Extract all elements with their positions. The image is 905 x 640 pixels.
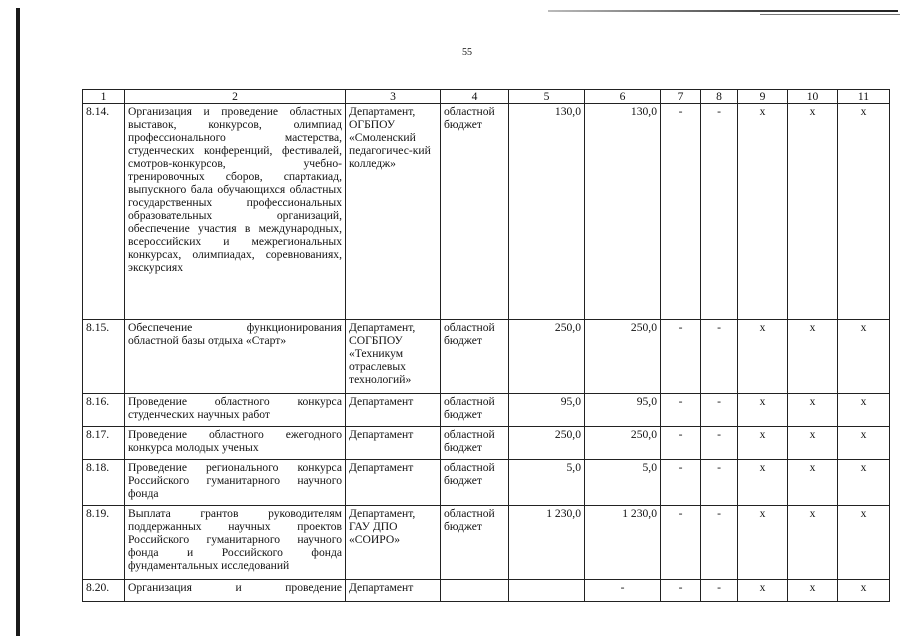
row-value-col10: х bbox=[788, 320, 838, 394]
row-value-col7: - bbox=[661, 427, 701, 460]
table-row bbox=[83, 460, 890, 506]
budget-table bbox=[82, 89, 890, 602]
row-number: 8.14. bbox=[83, 104, 125, 320]
row-value-col8: - bbox=[701, 394, 738, 427]
row-description: Выплата грантов руководителям поддержанных научных проектов Российского гуманитарного научного фонда и Российского фонда фундаментальных исследований bbox=[125, 506, 346, 580]
row-value-col6: - bbox=[585, 580, 661, 602]
row-value-col5: 250,0 bbox=[509, 427, 585, 460]
row-description: Проведение областного ежегодного конкурса молодых ученых bbox=[125, 427, 346, 460]
row-executor: Департамент bbox=[346, 394, 441, 427]
row-value-col8: - bbox=[701, 427, 738, 460]
row-executor: Департамент bbox=[346, 460, 441, 506]
row-value-col6: 130,0 bbox=[585, 104, 661, 320]
row-value-col6: 1 230,0 bbox=[585, 506, 661, 580]
row-value-col10: х bbox=[788, 460, 838, 506]
column-header: 8 bbox=[701, 90, 738, 104]
row-funding-source: областной бюджет bbox=[441, 104, 509, 320]
row-funding-source bbox=[441, 580, 509, 602]
table-row bbox=[83, 320, 890, 394]
row-number: 8.15. bbox=[83, 320, 125, 394]
row-value-col7: - bbox=[661, 104, 701, 320]
column-header: 7 bbox=[661, 90, 701, 104]
row-value-col11: х bbox=[838, 427, 890, 460]
row-value-col9: х bbox=[738, 580, 788, 602]
row-funding-source: областной бюджет bbox=[441, 394, 509, 427]
table-row bbox=[83, 580, 890, 602]
row-value-col8: - bbox=[701, 506, 738, 580]
row-value-col7: - bbox=[661, 580, 701, 602]
row-description: Проведение регионального конкурса Российского гуманитарного научного фонда bbox=[125, 460, 346, 506]
row-value-col9: х bbox=[738, 394, 788, 427]
row-description: Обеспечение функционирования областной базы отдыха «Старт» bbox=[125, 320, 346, 394]
row-value-col9: х bbox=[738, 506, 788, 580]
row-description: Организация и проведение областных выставок, конкурсов, олимпиад профессионального мастерства, студенческих конференций, фестивалей, смотров-конкурсов, учебно-тренировочных сборов, спартакиад, выпускного бала обучающихся областных государственных профессиональных образовательных организаций, обеспечение участия в международных, всероссийских и межрегиональных конкурсах, олимпиадах, соревнованиях, экскурсиях bbox=[125, 104, 346, 320]
scan-top-line bbox=[548, 10, 898, 12]
row-value-col5: 5,0 bbox=[509, 460, 585, 506]
column-header: 9 bbox=[738, 90, 788, 104]
row-number: 8.17. bbox=[83, 427, 125, 460]
column-header: 3 bbox=[346, 90, 441, 104]
scan-left-edge bbox=[16, 8, 20, 636]
column-header: 10 bbox=[788, 90, 838, 104]
row-value-col5: 130,0 bbox=[509, 104, 585, 320]
row-value-col11: х bbox=[838, 394, 890, 427]
scan-top-line-secondary bbox=[760, 14, 900, 15]
row-value-col10: х bbox=[788, 506, 838, 580]
row-value-col5 bbox=[509, 580, 585, 602]
row-value-col10: х bbox=[788, 104, 838, 320]
row-executor: Департамент, ОГБПОУ «Смоленский педагогичес-кий колледж» bbox=[346, 104, 441, 320]
row-number: 8.20. bbox=[83, 580, 125, 602]
row-value-col5: 1 230,0 bbox=[509, 506, 585, 580]
row-value-col9: х bbox=[738, 460, 788, 506]
table-header-row bbox=[83, 90, 890, 104]
row-value-col11: х bbox=[838, 320, 890, 394]
row-number: 8.18. bbox=[83, 460, 125, 506]
row-description: Организация и проведение bbox=[125, 580, 346, 602]
row-value-col8: - bbox=[701, 320, 738, 394]
table-row bbox=[83, 104, 890, 320]
row-value-col7: - bbox=[661, 506, 701, 580]
column-header: 5 bbox=[509, 90, 585, 104]
column-header: 6 bbox=[585, 90, 661, 104]
row-value-col5: 95,0 bbox=[509, 394, 585, 427]
row-value-col9: х bbox=[738, 320, 788, 394]
row-value-col8: - bbox=[701, 104, 738, 320]
row-value-col10: х bbox=[788, 394, 838, 427]
row-value-col8: - bbox=[701, 460, 738, 506]
row-number: 8.19. bbox=[83, 506, 125, 580]
row-value-col6: 250,0 bbox=[585, 427, 661, 460]
page-number: 55 bbox=[462, 47, 472, 58]
row-value-col11: х bbox=[838, 580, 890, 602]
row-funding-source: областной бюджет bbox=[441, 506, 509, 580]
row-funding-source: областной бюджет bbox=[441, 320, 509, 394]
row-value-col5: 250,0 bbox=[509, 320, 585, 394]
row-value-col11: х bbox=[838, 460, 890, 506]
row-value-col11: х bbox=[838, 104, 890, 320]
row-executor: Департамент, ГАУ ДПО «СОИРО» bbox=[346, 506, 441, 580]
table-row bbox=[83, 506, 890, 580]
column-header: 1 bbox=[83, 90, 125, 104]
row-value-col8: - bbox=[701, 580, 738, 602]
row-description: Проведение областного конкурса студенческих научных работ bbox=[125, 394, 346, 427]
row-funding-source: областной бюджет bbox=[441, 427, 509, 460]
row-value-col6: 95,0 bbox=[585, 394, 661, 427]
row-value-col7: - bbox=[661, 460, 701, 506]
column-header: 11 bbox=[838, 90, 890, 104]
table-row bbox=[83, 427, 890, 460]
column-header: 4 bbox=[441, 90, 509, 104]
row-value-col10: х bbox=[788, 580, 838, 602]
row-executor: Департамент bbox=[346, 580, 441, 602]
column-header: 2 bbox=[125, 90, 346, 104]
row-value-col11: х bbox=[838, 506, 890, 580]
table-row bbox=[83, 394, 890, 427]
row-executor: Департамент bbox=[346, 427, 441, 460]
row-value-col10: х bbox=[788, 427, 838, 460]
row-value-col9: х bbox=[738, 427, 788, 460]
row-funding-source: областной бюджет bbox=[441, 460, 509, 506]
row-value-col6: 5,0 bbox=[585, 460, 661, 506]
row-executor: Департамент, СОГБПОУ «Техникум отраслевых технологий» bbox=[346, 320, 441, 394]
row-value-col7: - bbox=[661, 394, 701, 427]
row-number: 8.16. bbox=[83, 394, 125, 427]
row-value-col7: - bbox=[661, 320, 701, 394]
row-value-col6: 250,0 bbox=[585, 320, 661, 394]
row-value-col9: х bbox=[738, 104, 788, 320]
